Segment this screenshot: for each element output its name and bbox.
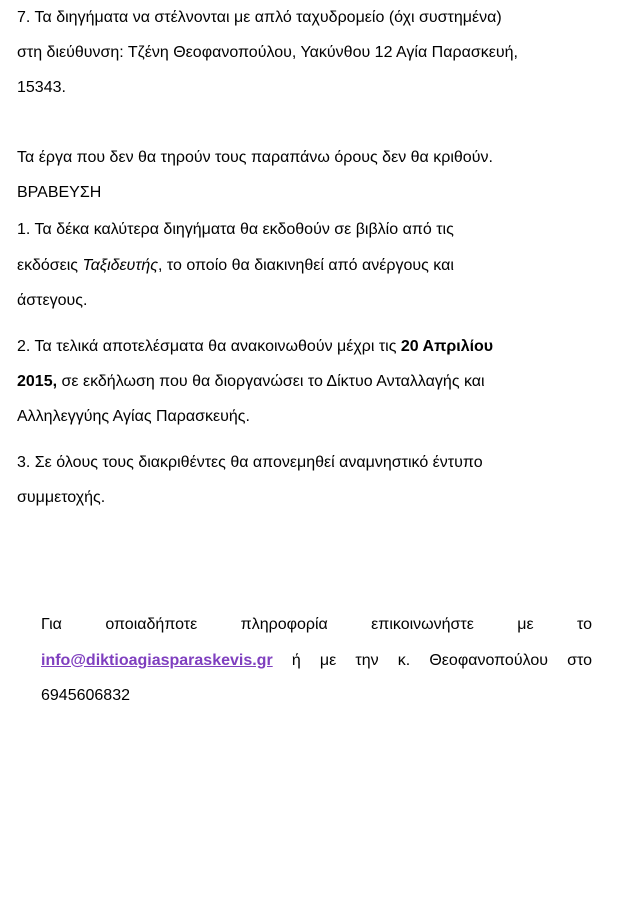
contact-line1: Για οποιαδήποτε πληροφορία επικοινωνήστε με το (41, 616, 592, 633)
award1-line3: άστεγους. (17, 292, 88, 309)
contact-phone: 6945606832 (41, 687, 130, 704)
awards-heading: ΒΡΑΒΕΥΣΗ (17, 184, 102, 201)
award2-line1 (17, 337, 493, 357)
award2-line3: Αλληλεγγύης Αγίας Παρασκευής. (17, 408, 250, 425)
item7-line3: 15343. (17, 79, 66, 96)
award3-line1: 3. Σε όλους τους διακριθέντες θα απονεμηθεί αναμνηστικό έντυπο (17, 454, 483, 471)
item7-line1: 7. Τα διηγήματα να στέλνονται με απλό ταχυδρομείο (όχι συστημένα) (17, 9, 502, 26)
award2-date-part1: 20 Απριλίου (400, 338, 494, 355)
award2-line2-post: σε εκδήλωση που θα διοργανώσει το Δίκτυο Ανταλλαγής και (57, 373, 485, 390)
award2-date-part2: 2015, (17, 373, 58, 390)
award1-line2 (17, 256, 454, 276)
notice-text: Τα έργα που δεν θα τηρούν τους παραπάνω όρους δεν θα κριθούν. (17, 149, 493, 166)
award1-line1: 1. Τα δέκα καλύτερα διηγήματα θα εκδοθούν σε βιβλίο από τις (17, 221, 454, 238)
contact-line2 (41, 643, 592, 679)
contact-email-link[interactable]: info@diktioagiasparaskevis.gr (41, 651, 273, 669)
award3-line2: συμμετοχής. (17, 489, 106, 506)
award1-line2-post: , το οποίο θα διακινηθεί από ανέργους και (157, 257, 454, 274)
publisher-name: Ταξιδευτής (82, 257, 158, 274)
contact-line2-post: ή με την κ. Θεοφανοπούλου στο (291, 651, 592, 669)
contact-block (41, 607, 592, 714)
item7-line2: στη διεύθυνση: Τζένη Θεοφανοπούλου, Υακύνθου 12 Αγία Παρασκευή, (17, 44, 518, 61)
award2-line2 (17, 372, 485, 392)
award2-line1-pre: 2. Τα τελικά αποτελέσματα θα ανακοινωθούν μέχρι τις (17, 338, 401, 355)
award1-line2-pre: εκδόσεις (17, 257, 83, 274)
